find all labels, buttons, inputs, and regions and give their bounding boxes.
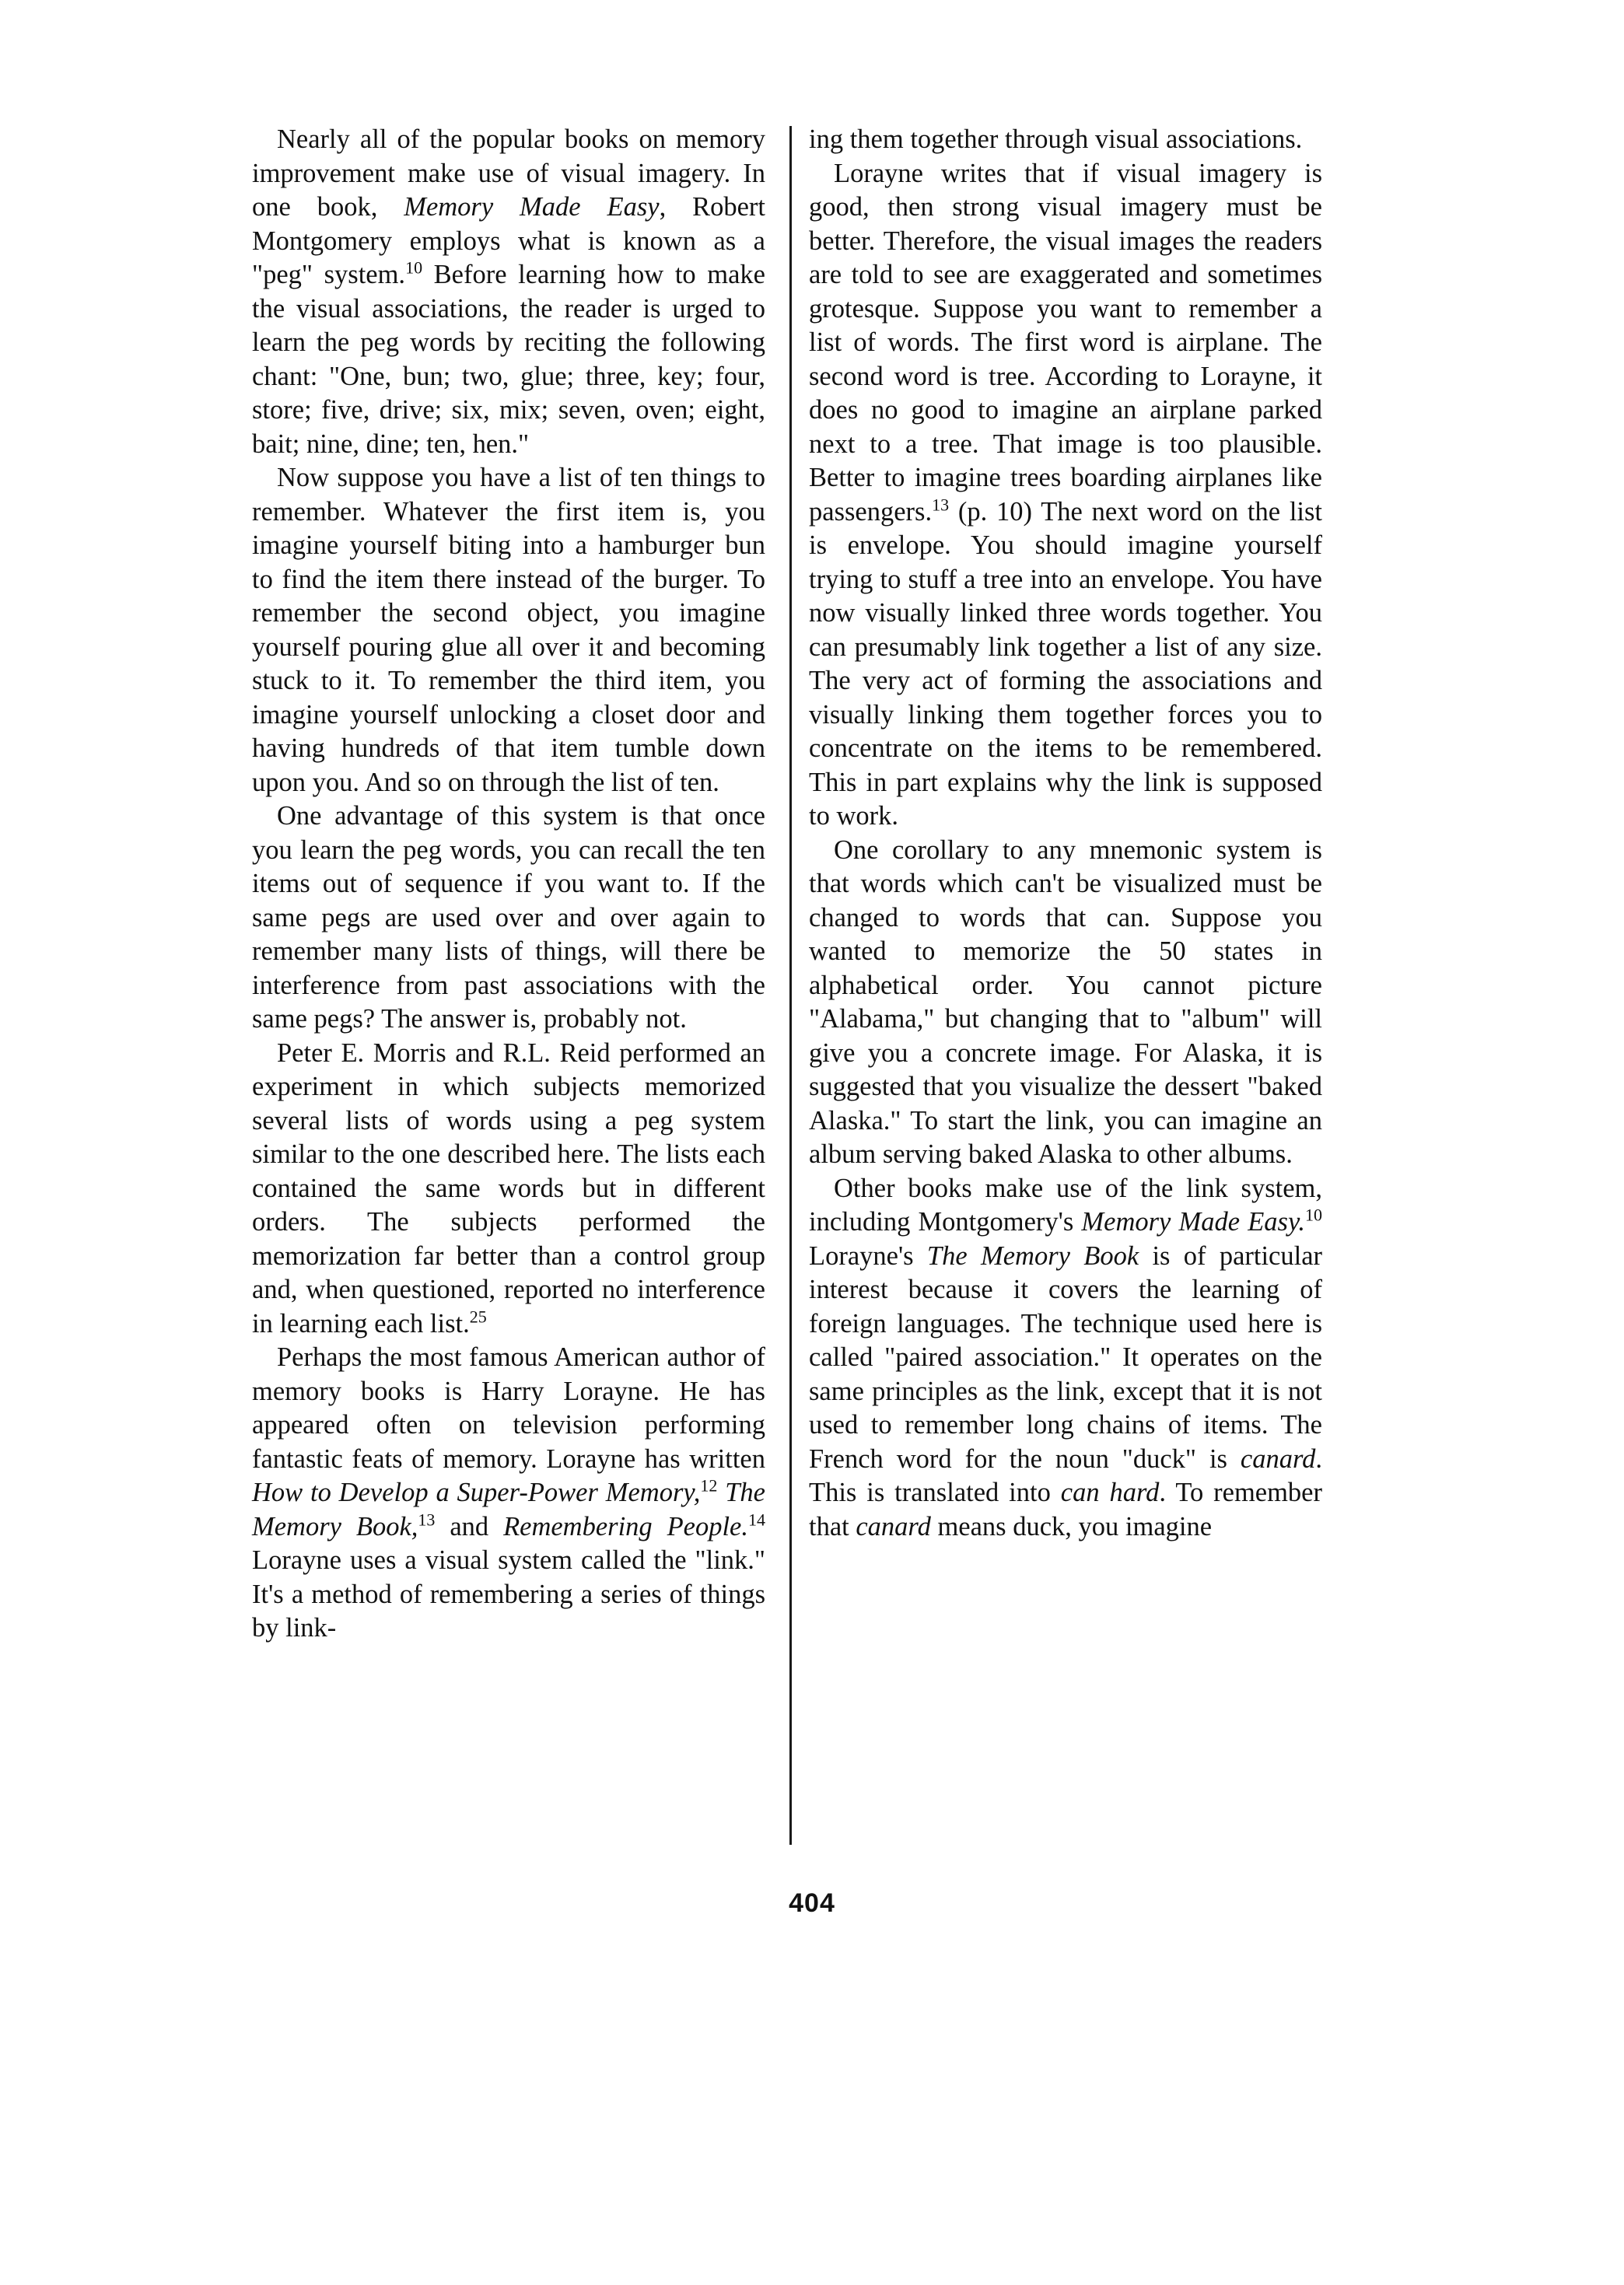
book-title-the-memory-book: The Memory Book, (252, 1478, 765, 1541)
footnote-ref: 12 (700, 1475, 718, 1496)
footnote-ref: 10 (1305, 1205, 1322, 1225)
paragraph-mnemonic-corollary: One corollary to any mnemonic system is that words which can't be visualized must be changed to words that can. Suppose you wanted to memorize the 50 states in alphabetical order. You cannot picture "Alabama," but changing that to "album" will give you a concrete image. For Alaska, it is suggested that you visualize the dessert "baked Alaska." To start the link, you can imagine an album serving baked Alaska to other albums. (809, 835, 1322, 1169)
footnote-ref: 13 (418, 1510, 436, 1529)
book-title-memory-made-easy: Memory Made Easy. (1081, 1207, 1305, 1237)
book-title-the-memory-book: The Memory Book (926, 1240, 1139, 1271)
paragraph-paired-association: Other books make use of the link system, including Montgomery's Memory Made Easy.$^{10}$ Lorayne's The Memory Book is of particular interest because it covers the learning of foreign languages. The technique used here is called "paired association." It operates on the same principles as the link, except that it is not used to remember long chains of items. The French word for the noun "duck" is canard. This is translated into can hard. To remember that canard means duck, you imagine (809, 1173, 1323, 1541)
footnote-ref: 13 (932, 495, 950, 514)
paragraph-link-continuation: ing them together through visual associations. (809, 124, 1303, 154)
paragraph-peg-advantage: One advantage of this system is that once you learn the peg words, you can recall the ten items out of sequence if you want to. If the same pegs are used over and over again to remember many lists of things, will there be interference from past associations with the same pegs? The answer is, probably not. (252, 801, 765, 1034)
page-number: 404 (789, 1888, 835, 1918)
book-title-remembering-people: Remembering People. (503, 1511, 748, 1541)
paragraph-ten-things: Now suppose you have a list of ten things to remember. Whatever the first item is, you imagine yourself biting into a hamburger bun to find the item there instead of the burger. To remember the second object, you imagine yourself pouring glue all over it and becoming stuck to it. To remember the third item, you imagine yourself unlocking a closet door and having hundreds of that item tumble down upon you. And so on through the list of ten. (252, 463, 765, 797)
right-column (809, 123, 1322, 1544)
paragraph-strong-imagery: Lorayne writes that if visual imagery is good, then strong visual imagery must be better. Therefore, the visual images the readers are told to see are exaggerated and sometimes grotesque. Suppose you want to remember a list of words. The first word is airplane. The second word is tree. According to Lorayne, it does no good to imagine an airplane parked next to a tree. That image is too plausible. Better to imagine trees boarding airplanes like passengers.$^{13}$ (p. 10) The next word on the list is envelope. You should imagine yourself trying to stuff a tree into an envelope. You have now visually linked three words together. You can presumably link together a list of any size. The very act of forming the associations and visually linking them together forces you to concentrate on the items to be remembered. This in part explains why the link is supposed to work. (809, 158, 1322, 831)
book-title-super-power-memory: How to Develop a Super-Power Memory, (252, 1478, 701, 1507)
paragraph-morris-reid: Peter E. Morris and R.L. Reid performed an experiment in which subjects memorized several lists of words using a peg system similar to the one described here. The lists each contained the same words but in different orders. The subjects performed the memorization far better than a control group and, when questioned, reported no interference in learning each list.$^{25}$ (252, 1038, 765, 1338)
column-divider (789, 126, 792, 1845)
footnote-ref: 25 (469, 1307, 487, 1326)
footnote-ref: 10 (405, 257, 423, 278)
book-title-memory-made-easy: Memory Made Easy (404, 192, 660, 222)
word-canard: canard (856, 1511, 931, 1541)
word-canard: canard (1240, 1443, 1316, 1474)
paragraph-lorayne-intro: Perhaps the most famous American author of memory books is Harry Lorayne. He has appeared often on television performing fantastic feats of memory. Lorayne has written How to Develop a Super-Power Memory,$^{12}$ The Memory Book,$^{13}$ and Remembering People.$^{14}$ Lorayne uses a visual system called the "link." It's a method of remembering a series of things by link- (252, 1342, 765, 1643)
left-column (252, 123, 765, 1646)
footnote-ref: 14 (748, 1510, 765, 1529)
paragraph-peg-system-intro: Nearly all of the popular books on memory improvement make use of visual imagery. In one book, Memory Made Easy, Robert Montgomery employs what is known as a "peg" system.$^{10}$ Before learning how to make the visual associations, the reader is urged to learn the peg words by reciting the following chant: "One, bun; two, glue; three, key; four, store; five, drive; six, mix; seven, oven; eight, bait; nine, dine; ten, hen." (252, 124, 765, 459)
phrase-can-hard: can hard (1060, 1478, 1160, 1507)
